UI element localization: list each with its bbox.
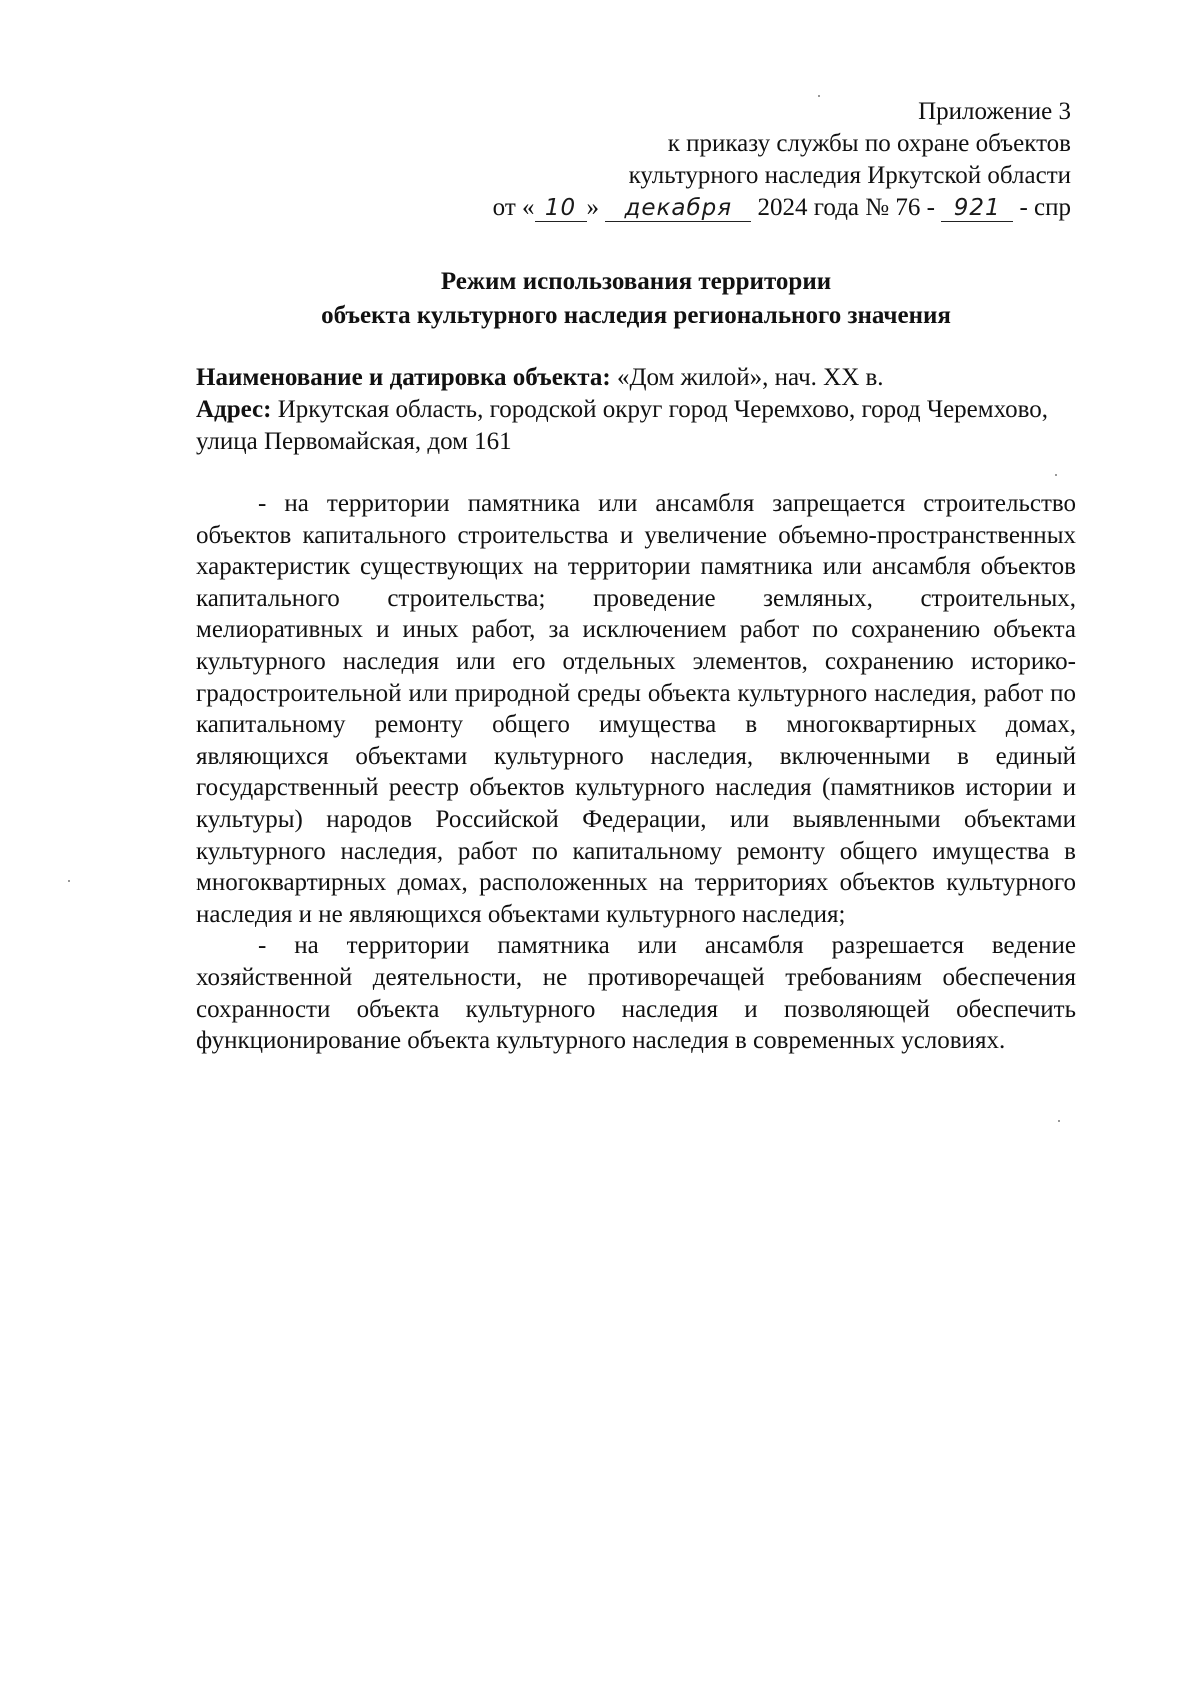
handwritten-order-number: 921 — [941, 195, 1013, 222]
object-name-label: Наименование и датировка объекта: — [196, 364, 611, 391]
object-address-line — [196, 394, 1076, 458]
date-prefix: от « — [492, 194, 535, 221]
date-year: 2024 года № 76 - — [757, 194, 935, 221]
object-address-value: Иркутская область, городской округ город Черемхово, город Черемхово, улица Первомайская, дом 161 — [196, 396, 1049, 455]
handwritten-month: декабря — [605, 195, 751, 222]
appendix-authority: культурного наследия Иркутской области — [628, 162, 1071, 189]
document-title — [196, 265, 1076, 333]
prohibition-paragraph: - на территории памятника или ансамбля запрещается строительство объектов капитального строительства и увеличение объемно-пространственных характеристик существующих на территории памятника или ансамбля объектов капитального строительства; проведение земляных, строительных, мелиоративных и иных работ, за исключением работ по сохранению объекта культурного наследия или его отдельных элементов, сохранению историко-градостроительной или природной среды объекта культурного наследия, работ по капитальному ремонту общего имущества в многоквартирных домах, являющихся объектами культурного наследия, включенными в единый государственный реестр объектов культурного наследия (памятников истории и культуры) народов Российской Федерации, или выявленными объектами культурного наследия, работ по капитальному ремонту общего имущества в многоквартирных домах, расположенных на территориях объектов культурного наследия и не являющихся объектами культурного наследия; — [196, 490, 1076, 928]
title-line-1: Режим использования территории — [440, 268, 832, 295]
appendix-title: Приложение 3 — [918, 98, 1071, 125]
object-info — [196, 362, 1076, 458]
appendix-order-ref: к приказу службы по охране объектов — [667, 130, 1071, 157]
scan-speck — [1058, 1120, 1060, 1122]
object-name-value: «Дом жилой», нач. XX в. — [616, 364, 884, 391]
appendix-header — [493, 96, 1071, 224]
permission-paragraph: - на территории памятника или ансамбля разрешается ведение хозяйственной деятельности, не противоречащей требованиям обеспечения сохранности объекта культурного наследия и позволяющей обеспечить функционирование объекта культурного наследия в современных условиях. — [196, 932, 1076, 1055]
handwritten-day: 10 — [535, 195, 587, 222]
object-name-line — [196, 362, 1076, 394]
title-line-2: объекта культурного наследия регионального значения — [321, 302, 951, 329]
order-suffix: - спр — [1019, 194, 1071, 221]
object-address-label: Адрес: — [196, 396, 272, 423]
scan-speck — [68, 880, 70, 882]
scan-speck — [818, 95, 820, 97]
appendix-date-line — [493, 192, 1071, 224]
date-quote-close: » — [586, 194, 600, 221]
scan-speck — [1055, 474, 1057, 476]
regime-body — [196, 488, 1076, 1057]
